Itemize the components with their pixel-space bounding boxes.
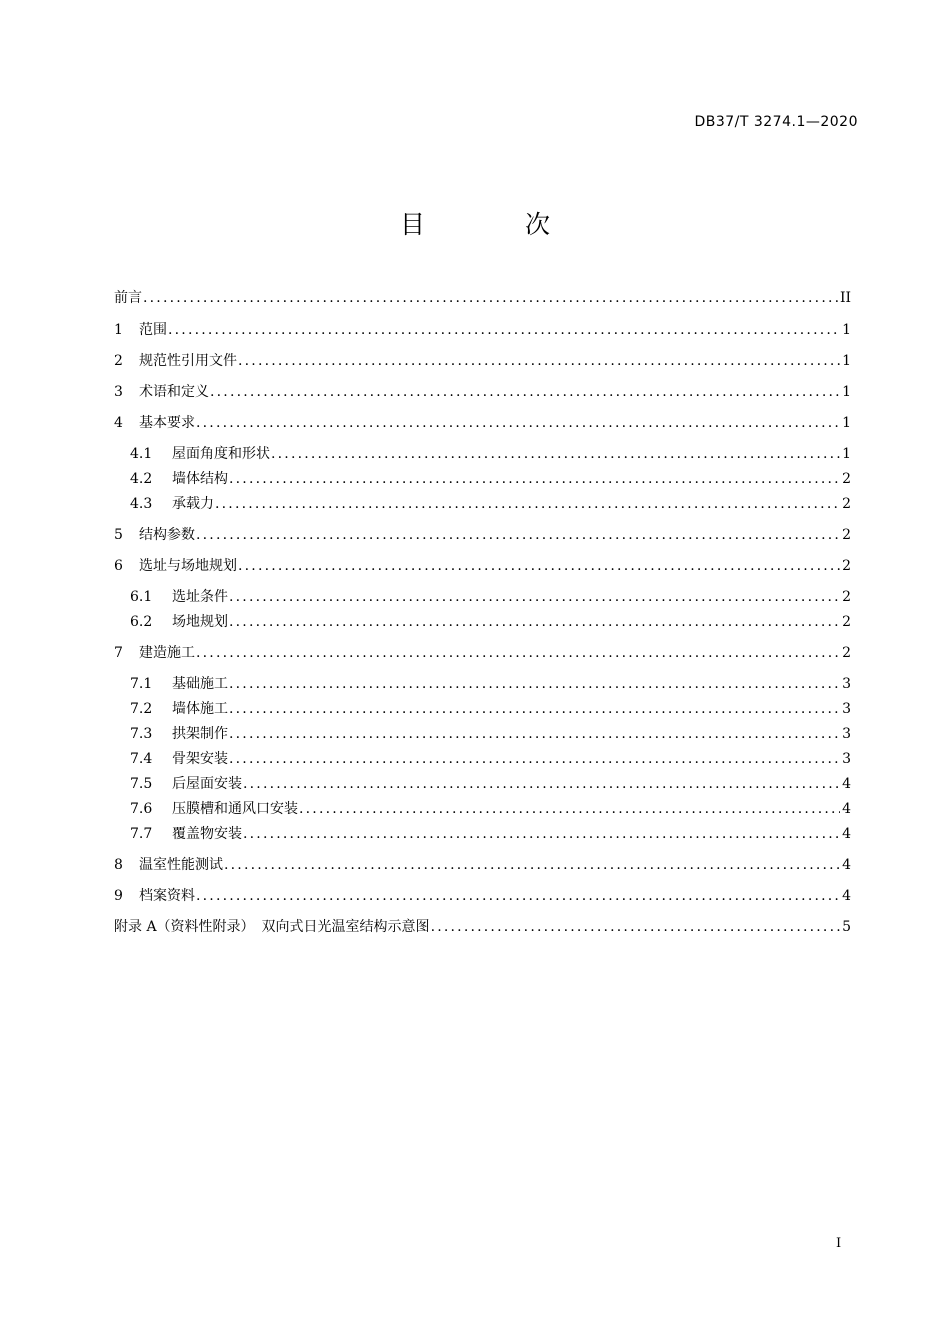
toc-entry-title: 选址与场地规划	[139, 558, 237, 574]
toc-entry-number: 1	[114, 322, 123, 338]
toc-entry-page: 2	[842, 589, 851, 605]
toc-entry-page: 1	[842, 353, 851, 369]
toc-entry-number: 4	[114, 415, 123, 431]
toc-entry[interactable]	[114, 351, 851, 371]
toc-entry-title: 墙体施工	[172, 701, 228, 717]
toc-entry[interactable]	[130, 774, 851, 794]
toc-entry-number: 7.6	[130, 801, 153, 817]
toc-entry-title: 温室性能测试	[139, 857, 223, 873]
toc-entry-number: 7.5	[130, 776, 153, 792]
toc-leader-dots	[196, 643, 840, 663]
toc-entry-page: II	[839, 290, 851, 306]
toc-entry-number: 7.1	[130, 676, 153, 692]
toc-entry-title: 覆盖物安装	[172, 826, 242, 842]
toc-entry[interactable]	[114, 288, 851, 308]
toc-entry[interactable]	[130, 799, 851, 819]
toc-entry[interactable]	[130, 444, 851, 464]
toc-entry-page: 2	[842, 614, 851, 630]
toc-entry-number: 7	[114, 645, 123, 661]
toc-entry[interactable]	[114, 556, 851, 576]
toc-leader-dots	[271, 444, 840, 464]
toc-leader-dots	[238, 351, 840, 371]
toc-entry-title: 墙体结构	[172, 471, 228, 487]
toc-leader-dots	[243, 824, 840, 844]
toc-leader-dots	[229, 587, 840, 607]
toc-entry-page: 3	[842, 726, 851, 742]
toc-entry-title: 选址条件	[172, 589, 228, 605]
toc-leader-dots	[143, 288, 838, 308]
toc-entry-title: 前言	[114, 290, 142, 306]
toc-entry[interactable]	[114, 413, 851, 433]
toc-entry-title: 附录 A（资料性附录） 双向式日光温室结构示意图	[114, 919, 430, 935]
toc-entry-page: 1	[842, 446, 851, 462]
toc-entry[interactable]	[114, 382, 851, 402]
toc-entry-title: 结构参数	[139, 527, 195, 543]
toc-leader-dots	[431, 917, 841, 937]
toc-entry-number: 2	[114, 353, 123, 369]
toc-entry[interactable]	[114, 855, 851, 875]
toc-entry-number: 9	[114, 888, 123, 904]
toc-entry-title: 骨架安装	[172, 751, 228, 767]
toc-leader-dots	[229, 469, 840, 489]
toc-entry-number: 7.7	[130, 826, 153, 842]
toc-leader-dots	[229, 612, 840, 632]
toc-entry-number: 7.4	[130, 751, 153, 767]
toc-entry-number: 4.1	[130, 446, 153, 462]
toc-entry[interactable]	[130, 674, 851, 694]
toc-entry-page: 2	[842, 527, 851, 543]
toc-leader-dots	[243, 774, 840, 794]
toc-entry[interactable]	[130, 749, 851, 769]
toc-leader-dots	[224, 855, 840, 875]
toc-leader-dots	[210, 382, 840, 402]
toc-leader-dots	[229, 749, 840, 769]
toc-entry[interactable]	[114, 917, 851, 937]
toc-entry-number: 6	[114, 558, 123, 574]
toc-entry-title: 屋面角度和形状	[172, 446, 270, 462]
toc-entry-page: 3	[842, 701, 851, 717]
toc-entry-number: 8	[114, 857, 123, 873]
toc-entry-page: 4	[842, 888, 851, 904]
toc-entry-page: 5	[842, 919, 851, 935]
toc-entry-page: 4	[842, 826, 851, 842]
toc-entry-page: 3	[842, 676, 851, 692]
toc-entry-title: 基本要求	[139, 415, 195, 431]
toc-entry-page: 3	[842, 751, 851, 767]
toc-entry-number: 7.3	[130, 726, 153, 742]
toc-leader-dots	[229, 674, 840, 694]
toc-entry-page: 1	[842, 322, 851, 338]
toc-entry-title: 基础施工	[172, 676, 228, 692]
toc-entry-number: 3	[114, 384, 123, 400]
toc-entry[interactable]	[130, 699, 851, 719]
toc-entry-number: 6.2	[130, 614, 153, 630]
toc-leader-dots	[215, 494, 840, 514]
toc-leader-dots	[229, 724, 840, 744]
document-code: DB37/T 3274.1—2020	[694, 114, 858, 130]
toc-entry[interactable]	[130, 469, 851, 489]
toc-entry-title: 建造施工	[139, 645, 195, 661]
toc-entry-page: 1	[842, 415, 851, 431]
toc-entry[interactable]	[130, 724, 851, 744]
toc-entry-number: 5	[114, 527, 123, 543]
toc-entry-title: 承载力	[172, 496, 214, 512]
toc-leader-dots	[196, 886, 840, 906]
toc-leader-dots	[229, 699, 840, 719]
toc-entry-number: 6.1	[130, 589, 153, 605]
toc-leader-dots	[238, 556, 840, 576]
toc-entry[interactable]	[114, 886, 851, 906]
toc-entry-page: 2	[842, 471, 851, 487]
toc-entry-title: 档案资料	[139, 888, 195, 904]
toc-entry-number: 4.2	[130, 471, 153, 487]
toc-entry-page: 4	[842, 857, 851, 873]
toc-entry[interactable]	[130, 612, 851, 632]
toc-entry-page: 2	[842, 645, 851, 661]
toc-entry-page: 4	[842, 801, 851, 817]
page-title: 目 次	[400, 210, 596, 239]
toc-entry-page: 4	[842, 776, 851, 792]
toc-entry[interactable]	[130, 587, 851, 607]
toc-entry[interactable]	[130, 494, 851, 514]
toc-entry-number: 7.2	[130, 701, 153, 717]
toc-entry-page: 2	[842, 496, 851, 512]
toc-entry-title: 压膜槽和通风口安装	[172, 801, 298, 817]
toc-leader-dots	[196, 413, 840, 433]
toc-entry[interactable]	[114, 320, 851, 340]
toc-entry-page: 2	[842, 558, 851, 574]
toc-entry[interactable]	[130, 824, 851, 844]
toc-leader-dots	[168, 320, 840, 340]
toc-leader-dots	[196, 525, 840, 545]
toc-entry-title: 规范性引用文件	[139, 353, 237, 369]
toc-entry[interactable]	[114, 643, 851, 663]
toc-entry-title: 范围	[139, 322, 167, 338]
toc-entry-title: 术语和定义	[139, 384, 209, 400]
toc-entry-number: 4.3	[130, 496, 153, 512]
toc-entry-page: 1	[842, 384, 851, 400]
toc-entry[interactable]	[114, 525, 851, 545]
toc-entry-title: 场地规划	[172, 614, 228, 630]
toc-leader-dots	[299, 799, 840, 819]
page-number: I	[836, 1236, 842, 1251]
toc-entry-title: 拱架制作	[172, 726, 228, 742]
toc-entry-title: 后屋面安装	[172, 776, 242, 792]
